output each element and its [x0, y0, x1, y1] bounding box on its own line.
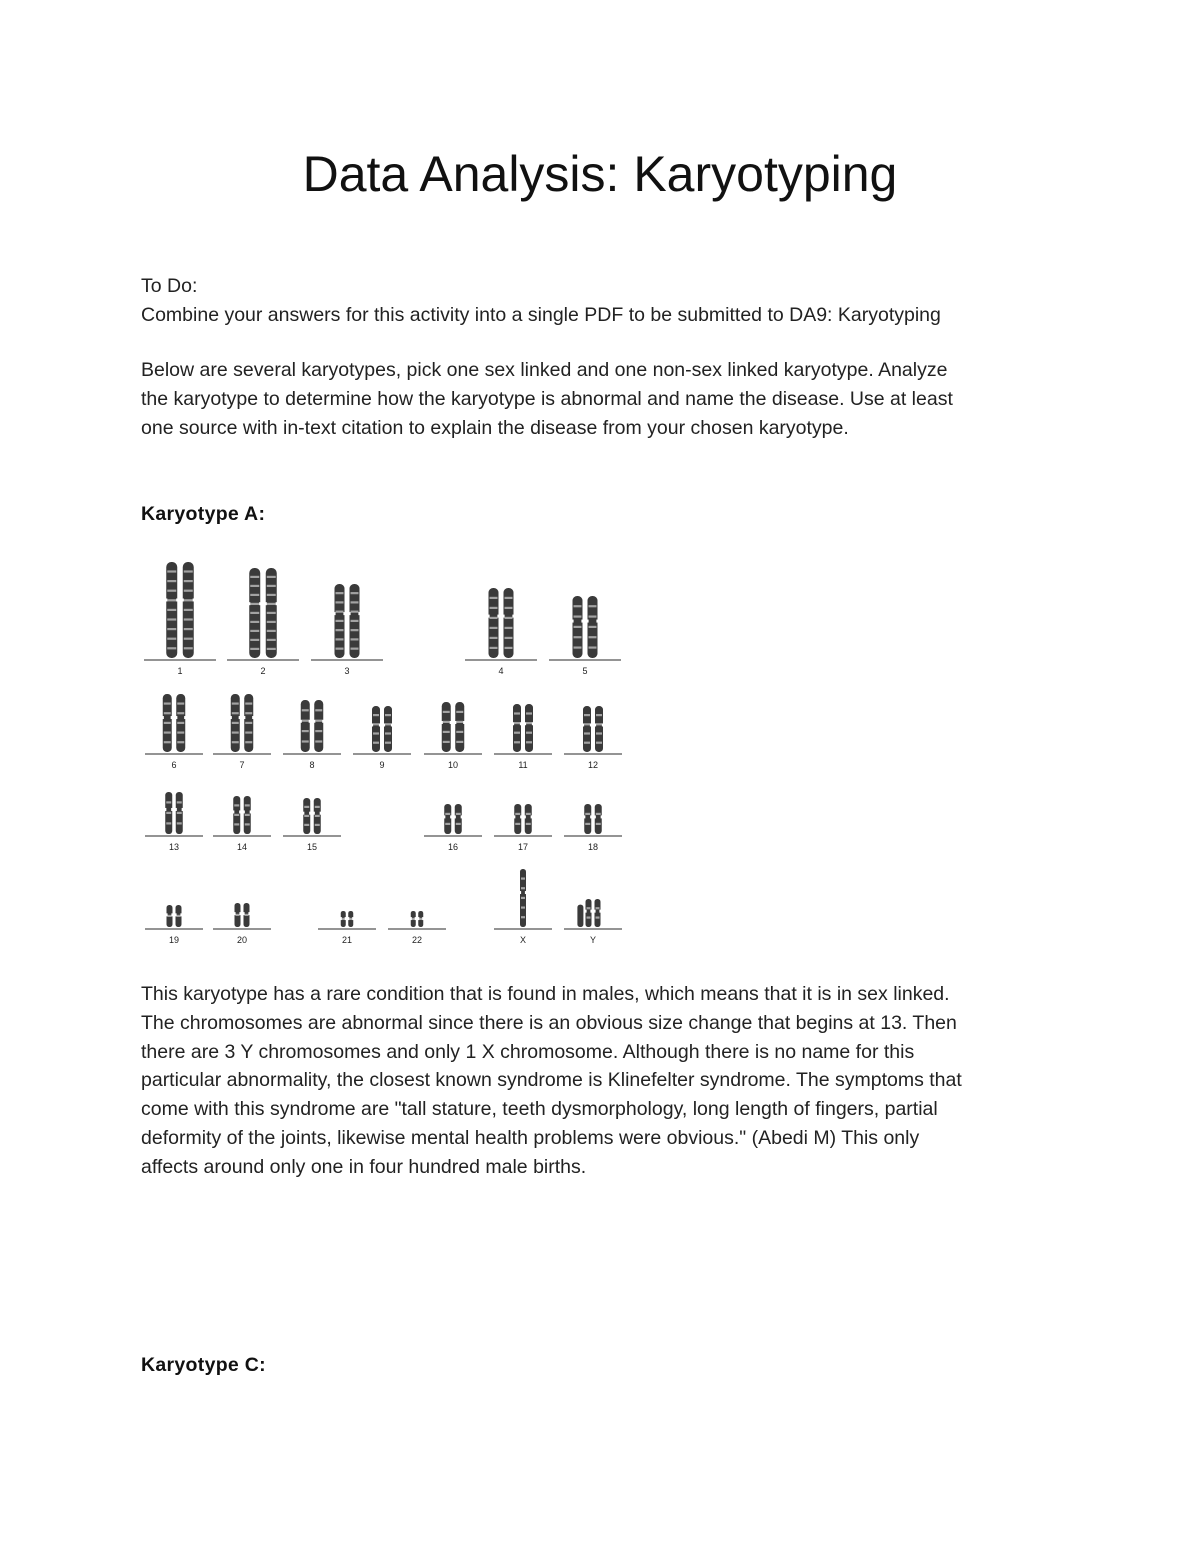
- chromosome-label: 18: [587, 842, 599, 852]
- intro-paragraph: [141, 356, 1071, 442]
- chromosome-label: 21: [341, 935, 353, 945]
- chromosome-pair: [424, 804, 482, 852]
- chromosome-pair: [465, 588, 537, 676]
- karyotype-a-analysis: [141, 980, 1071, 1182]
- chromosome-pair: [564, 706, 622, 770]
- chromosome-pair: [494, 804, 552, 852]
- chromosome-pair: [549, 596, 621, 676]
- chromosome-label: 6: [171, 760, 177, 770]
- todo-section: [141, 272, 1071, 330]
- chromosome-label: 11: [518, 760, 528, 770]
- karyotype-c-heading: Karyotype C:: [141, 1354, 266, 1376]
- chromosome-pair: [564, 899, 622, 945]
- chromosome-label: 9: [379, 760, 385, 770]
- chromosome-pair: [311, 584, 383, 676]
- karyotype-a-image: [140, 556, 630, 948]
- todo-label: To Do:: [141, 275, 198, 297]
- chromosome-label: 12: [587, 760, 599, 770]
- chromosome-pair: [213, 796, 271, 852]
- todo-instruction: Combine your answers for this activity into a single PDF to be submitted to DA9: Karyotyping: [141, 303, 941, 326]
- chromosome-pair: [564, 804, 622, 852]
- chromosome-pair: [318, 911, 376, 945]
- chromosome-label: 10: [447, 760, 459, 770]
- chromosome-label: 5: [582, 666, 588, 676]
- chromosome-pair: [145, 694, 203, 770]
- intro-line: Below are several karyotypes, pick one sex linked and one non-sex linked karyotype. Analyze: [141, 359, 948, 381]
- chromosome-label: 19: [168, 935, 180, 945]
- chromosome-label: 17: [517, 842, 529, 852]
- chromosome-pair: [283, 700, 341, 770]
- chromosome-pair: [494, 704, 552, 770]
- chromosome-label: 4: [498, 666, 504, 676]
- chromosome-pair: [213, 903, 271, 945]
- chromosome-pair: [227, 568, 299, 676]
- analysis-line: come with this syndrome are "tall stature, teeth dysmorphology, long length of fingers, partial: [141, 1098, 938, 1121]
- chromosome-label: 22: [411, 935, 423, 945]
- chromosome-label: 2: [260, 666, 266, 676]
- chromosome-pair: [145, 792, 203, 852]
- chromosome-label: 7: [239, 760, 245, 770]
- chromosome-label: 15: [306, 842, 318, 852]
- chromosome-label: 20: [236, 935, 248, 945]
- chromosome-pair: [145, 905, 203, 945]
- chromosome-label: Y: [589, 935, 597, 945]
- analysis-line: deformity of the joints, likewise mental health problems were obvious." (Abedi M) This only: [141, 1126, 920, 1149]
- chromosome-pair: [353, 706, 411, 770]
- chromosome-pair: [424, 702, 482, 770]
- intro-line: the karyotype to determine how the karyotype is abnormal and name the disease. Use at least: [141, 387, 953, 410]
- chromosome-pair: [283, 798, 341, 852]
- karyotype-a-heading: Karyotype A:: [141, 503, 266, 525]
- chromosome-label: 1: [177, 666, 183, 676]
- chromosome-label: 3: [344, 666, 350, 676]
- chromosome-label: X: [519, 935, 527, 945]
- page-title: Data Analysis: Karyotyping: [302, 146, 898, 202]
- analysis-line: particular abnormality, the closest known syndrome is Klinefelter syndrome. The symptoms that: [141, 1069, 962, 1092]
- analysis-line: This karyotype has a rare condition that is found in males, which means that it is in sex linked.: [141, 983, 950, 1005]
- analysis-line: there are 3 Y chromosomes and only 1 X chromosome. Although there is no name for this: [141, 1040, 915, 1063]
- analysis-line: The chromosomes are abnormal since there is an obvious size change that begins at 13. Then: [141, 1011, 957, 1034]
- chromosome-pair: [494, 869, 552, 945]
- chromosome-label: 16: [447, 842, 459, 852]
- chromosome-pair: [213, 694, 271, 770]
- chromosome-label: 8: [309, 760, 315, 770]
- analysis-line: affects around only one in four hundred male births.: [141, 1155, 587, 1178]
- chromosome-label: 13: [168, 842, 180, 852]
- chromosome-label: 14: [236, 842, 248, 852]
- chromosome-pair: [388, 911, 446, 945]
- chromosome-pair: [144, 562, 216, 676]
- intro-line: one source with in-text citation to explain the disease from your chosen karyotype.: [141, 416, 849, 439]
